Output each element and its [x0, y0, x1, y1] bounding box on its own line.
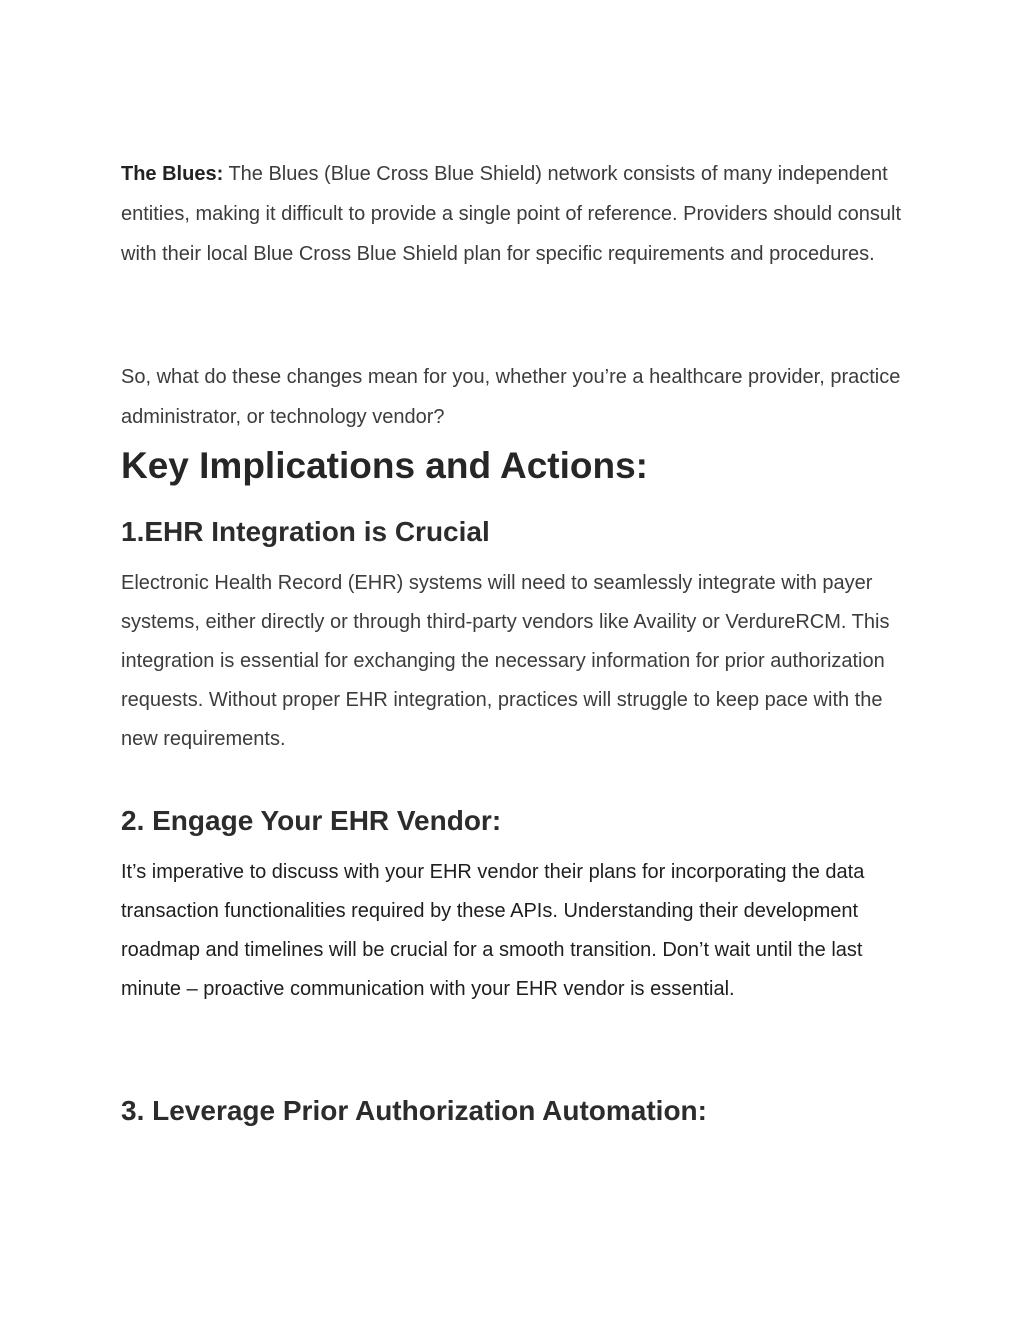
blues-label: The Blues: — [121, 163, 224, 185]
section-1-body: Electronic Health Record (EHR) systems will need to seamlessly integrate with payer systems, either directly or through third-party vendors like Availity or VerdureRCM. This integration is essential for exchanging the necessary information for prior authorization requests. Without proper EHR integration, practices will struggle to keep pace with the new requirements. — [121, 572, 890, 750]
blues-paragraph — [121, 154, 911, 274]
intro-question: So, what do these changes mean for you, whether you’re a healthcare provider, practice administrator, or technology vendor? — [121, 366, 901, 428]
section-1-heading: 1.EHR Integration is Crucial — [121, 516, 490, 547]
section-3-heading: 3. Leverage Prior Authorization Automation: — [121, 1095, 707, 1126]
section-2-body: It’s imperative to discuss with your EHR vendor their plans for incorporating the data transaction functionalities required by these APIs. Understanding their development roadmap and timelines will be crucial for a smooth transition. Don’t wait until the last minute – proactive communication with your EHR vendor is essential. — [121, 861, 865, 1000]
main-heading: Key Implications and Actions: — [121, 445, 648, 486]
blues-text: The Blues (Blue Cross Blue Shield) network consists of many independent entities, making it difficult to provide a single point of reference. Providers should consult with their local Blue Cross Blue Shield plan for specific requirements and procedures. — [121, 163, 902, 265]
section-2-heading: 2. Engage Your EHR Vendor: — [121, 805, 502, 836]
